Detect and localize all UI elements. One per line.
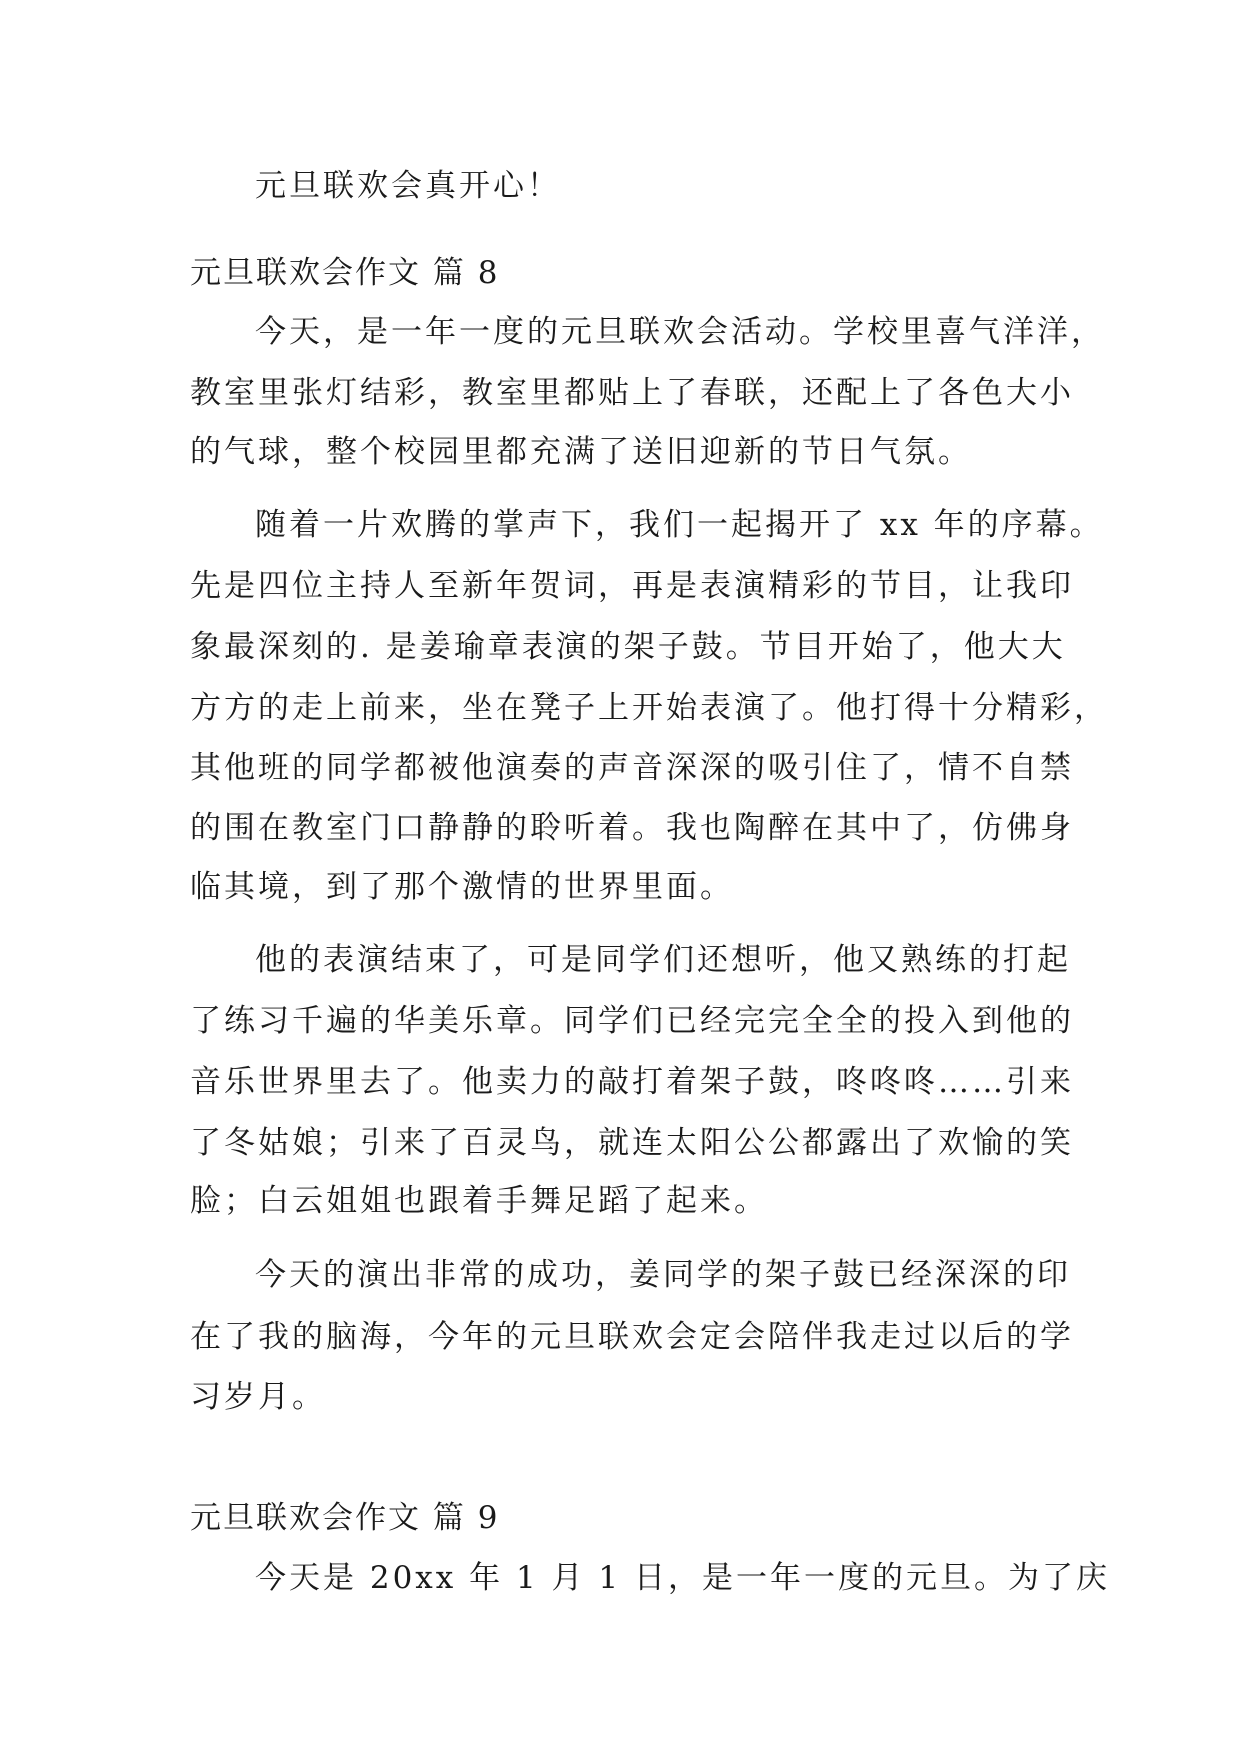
paragraph-line: 今天，是一年一度的元旦联欢会活动。学校里喜气洋洋， xyxy=(255,314,1105,350)
paragraph-line: 其他班的同学都被他演奏的声音深深的吸引住了，情不自禁 xyxy=(190,750,1074,786)
paragraph-line: 教室里张灯结彩，教室里都贴上了春联，还配上了各色大小 xyxy=(190,375,1074,411)
paragraph-line: 了冬姑娘；引来了百灵鸟，就连太阳公公都露出了欢愉的笑 xyxy=(190,1125,1074,1161)
section-title-8: 元旦联欢会作文 篇 8 xyxy=(190,255,500,291)
paragraph-line: 方方的走上前来，坐在凳子上开始表演了。他打得十分精彩， xyxy=(190,690,1108,726)
paragraph-line: 随着一片欢腾的掌声下，我们一起揭开了 xx 年的序幕。 xyxy=(255,507,1104,543)
paragraph-line: 了练习千遍的华美乐章。同学们已经完完全全的投入到他的 xyxy=(190,1003,1074,1039)
paragraph-line: 的气球，整个校园里都充满了送旧迎新的节日气氛。 xyxy=(190,434,972,470)
paragraph-line: 象最深刻的. 是姜瑜章表演的架子鼓。节目开始了，他大大 xyxy=(190,629,1066,665)
paragraph-line: 习岁月。 xyxy=(190,1379,326,1415)
paragraph-line: 在了我的脑海，今年的元旦联欢会定会陪伴我走过以后的学 xyxy=(190,1319,1074,1355)
paragraph-line: 今天的演出非常的成功，姜同学的架子鼓已经深深的印 xyxy=(255,1257,1071,1293)
paragraph-line: 音乐世界里去了。他卖力的敲打着架子鼓，咚咚咚……引来 xyxy=(190,1064,1074,1100)
paragraph-line: 脸；白云姐姐也跟着手舞足蹈了起来。 xyxy=(190,1183,768,1219)
paragraph-line: 先是四位主持人至新年贺词，再是表演精彩的节目，让我印 xyxy=(190,568,1074,604)
closing-line: 元旦联欢会真开心！ xyxy=(255,168,561,204)
paragraph-line: 今天是 20xx 年 1 月 1 日，是一年一度的元旦。为了庆 xyxy=(255,1560,1110,1596)
paragraph-line: 临其境，到了那个激情的世界里面。 xyxy=(190,869,734,905)
paragraph-line: 的围在教室门口静静的聆听着。我也陶醉在其中了，仿佛身 xyxy=(190,810,1074,846)
section-title-9: 元旦联欢会作文 篇 9 xyxy=(190,1500,500,1536)
paragraph-line: 他的表演结束了，可是同学们还想听，他又熟练的打起 xyxy=(255,942,1071,978)
